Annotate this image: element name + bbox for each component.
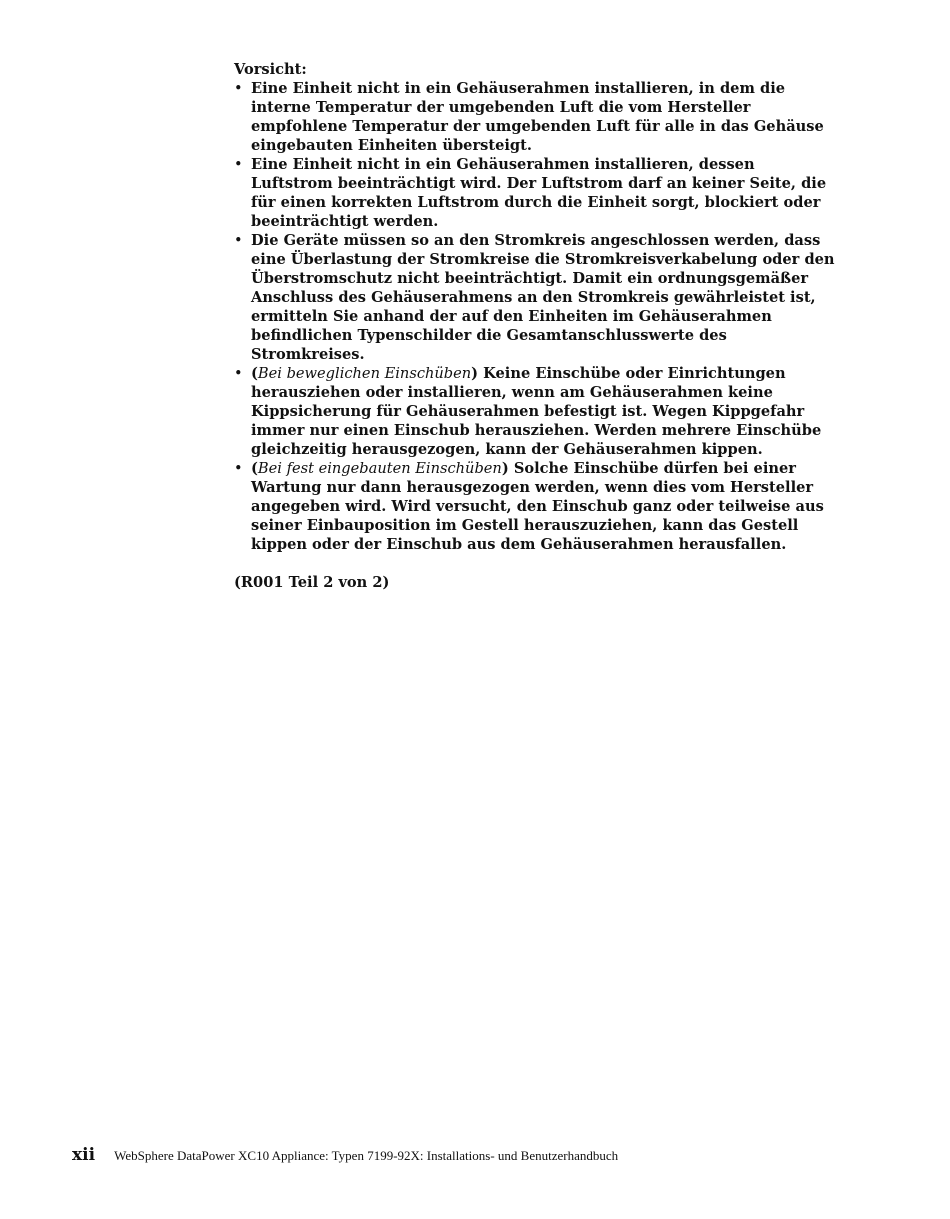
caution-item-text: Eine Einheit nicht in ein Gehäuserahmen installieren, in dem die interne Temperatur der umgebenden Luft die vom Hersteller empfohlene Temperatur der umgebenden Luft für alle in das Gehäuse eingebauten Einheiten übersteigt. xyxy=(251,80,824,154)
bullet-icon: • xyxy=(234,365,243,382)
caution-list xyxy=(234,79,839,554)
bullet-icon: • xyxy=(234,156,243,173)
caution-item-emphasis: Bei beweglichen Einschüben xyxy=(257,365,472,382)
bullet-icon: • xyxy=(234,80,243,97)
caution-heading: Vorsicht: xyxy=(234,61,307,78)
caution-item-fixed-drawers xyxy=(234,459,839,554)
caution-item-temperature xyxy=(234,79,839,155)
caution-reference: (R001 Teil 2 von 2) xyxy=(234,574,390,591)
document-title: WebSphere DataPower XC10 Appliance: Typen 7199-92X: Installations- und Benutzerhandbuch xyxy=(114,1148,619,1163)
close-paren: ) xyxy=(501,460,509,477)
caution-item-text: Die Geräte müssen so an den Stromkreis angeschlossen werden, dass eine Überlastung der Stromkreise die Stromkreisverkabelung oder den Überstromschutz nicht beeinträchtigt. Damit ein ordnungsgemäßer Anschluss des Gehäuserahmens an den Stromkreis gewährleistet ist, ermitteln Sie anhand der auf den Einheiten im Gehäuserahmen befindlichen Typenschilder die Gesamtanschlusswerte des Stromkreises. xyxy=(251,232,835,363)
close-paren: ) xyxy=(471,365,479,382)
open-paren: ( xyxy=(251,460,258,477)
page-number: xii xyxy=(72,1145,96,1165)
caution-item-body xyxy=(251,364,839,459)
caution-item-body xyxy=(251,459,839,554)
bullet-icon: • xyxy=(234,232,243,249)
caution-item-text: Eine Einheit nicht in ein Gehäuserahmen installieren, dessen Luftstrom beeinträchtigt wird. Der Luftstrom darf an keiner Seite, die für einen korrekten Luftstrom durch die Einheit sorgt, blockiert oder beeinträchtigt werden. xyxy=(251,156,827,230)
bullet-icon: • xyxy=(234,460,243,477)
page-footer xyxy=(72,1145,892,1165)
open-paren: ( xyxy=(251,365,258,382)
caution-item-emphasis: Bei fest eingebauten Einschüben xyxy=(257,460,502,477)
caution-item-airflow xyxy=(234,155,839,231)
caution-item-circuit xyxy=(234,231,839,364)
caution-item-text: Solche Einschübe dürfen bei einer Wartung nur dann herausgezogen werden, wenn dies vom Hersteller angegeben wird. Wird versucht, den Einschub ganz oder teilweise aus seiner Einbauposition im Gestell herauszuziehen, kann das Gestell kippen oder der Einschub aus dem Gehäuserahmen herausfallen. xyxy=(251,460,824,553)
caution-section xyxy=(234,60,839,607)
caution-item-movable-drawers xyxy=(234,364,839,459)
caution-item-text: Keine Einschübe oder Einrichtungen herausziehen oder installieren, wenn am Gehäuserahmen keine Kippsicherung für Gehäuserahmen befestigt ist. Wegen Kippgefahr immer nur einen Einschub herausziehen. Werden mehrere Einschübe gleichzeitig herausgezogen, kann der Gehäuserahmen kippen. xyxy=(251,365,822,458)
